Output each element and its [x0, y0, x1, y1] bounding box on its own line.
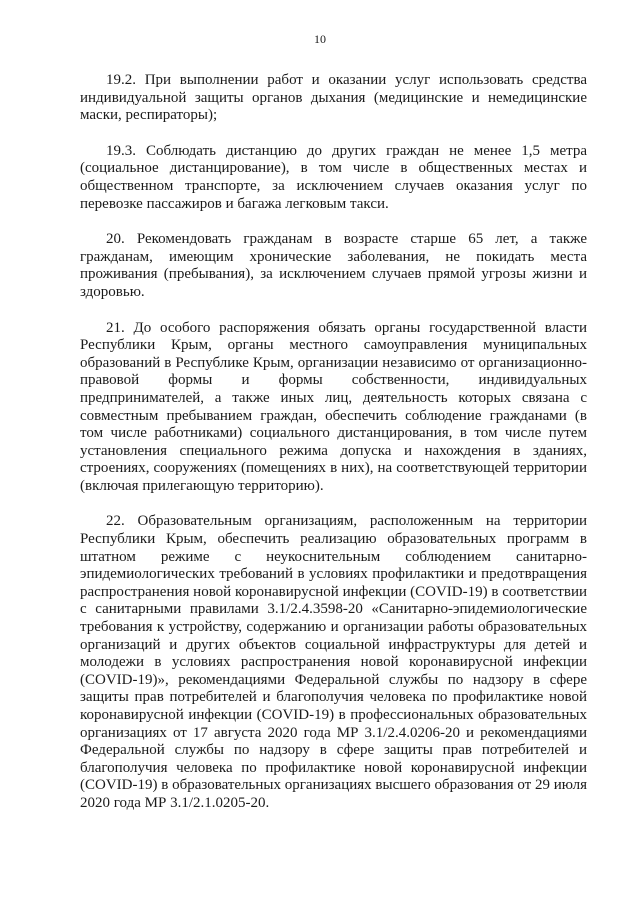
paragraph-22: 22. Образовательным организациям, расположенным на территории Республики Крым, обеспечить реализацию образовательных программ в штатном режиме с неукоснительным соблюдением санитарно-эпидемиологических требований в условиях профилактики и предотвращения распространения новой коронавирусной инфекции (COVID-19) в соответствии с санитарными правилами 3.1/2.4.3598-20 «Санитарно-эпидемиологические требования к устройству, содержанию и организации работы образовательных организаций и других объектов социальной инфраструктуры для детей и молодежи в условиях распространения новой коронавирусной инфекции (COVID-19)», рекомендациями Федеральной службы по надзору в сфере защиты прав потребителей и благополучия человека по профилактике новой коронавирусной инфекции (COVID-19) в профессиональных образовательных организациях от 17 августа 2020 года МР 3.1/2.4.0206-20 и рекомендациями Федеральной службы по надзору в сфере защиты прав потребителей и благополучия человека по профилактике новой коронавирусной инфекции (COVID-19) в образовательных организациях высшего образования от 29 июля 2020 года МР 3.1/2.1.0205-20. [80, 513, 587, 811]
paragraph-20: 20. Рекомендовать гражданам в возрасте старше 65 лет, а также гражданам, имеющим хронические заболевания, не покидать места проживания (пребывания), за исключением случаев прямой угрозы жизни и здоровью. [80, 231, 587, 300]
paragraph-21: 21. До особого распоряжения обязать органы государственной власти Республики Крым, органы местного самоуправления муниципальных образований в Республике Крым, организации независимо от организационно-правовой формы и формы собственности, индивидуальных предпринимателей, а также иных лиц, деятельность которых связана с совместным пребыванием граждан, обеспечить соблюдение гражданами (в том числе работниками) социального дистанцирования, в том числе путем установления специального режима допуска и нахождения в зданиях, строениях, сооружениях (помещениях в них), на соответствующей территории (включая прилегающую территорию). [80, 319, 587, 494]
page-number: 10 [314, 32, 326, 46]
paragraph-19-3: 19.3. Соблюдать дистанцию до других граждан не менее 1,5 метра (социальное дистанцирование), в том числе в общественных местах и общественном транспорте, за исключением случаев оказания услуг по перевозке пассажиров и багажа легковым такси. [80, 142, 587, 212]
paragraph-19-2: 19.2. При выполнении работ и оказании услуг использовать средства индивидуальной защиты органов дыхания (медицинские и немедицинские маски, респираторы); [80, 72, 587, 124]
document-body [80, 72, 587, 831]
